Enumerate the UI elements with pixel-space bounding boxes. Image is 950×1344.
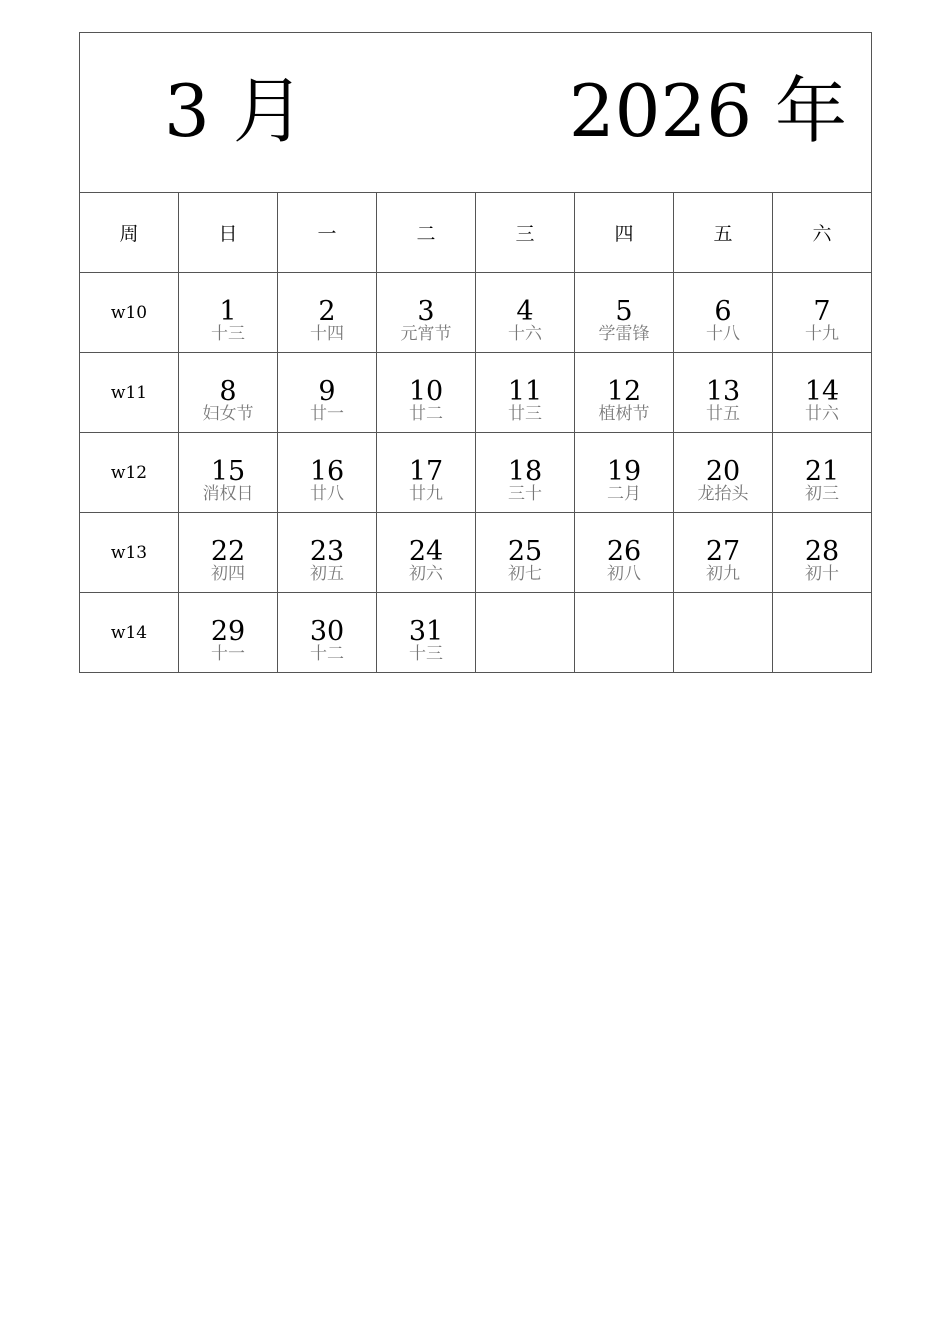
day-cell [179,433,278,513]
weekday-header-thu: 四 [575,193,674,273]
day-cell [674,353,773,433]
lunar-date-label: 初七 [508,564,542,584]
weekday-header-row [80,193,872,273]
day-cell [377,593,476,673]
day-number: 5 [615,296,633,327]
lunar-date-label: 龙抬头 [697,484,749,504]
day-cell [377,513,476,593]
lunar-date-label: 廿一 [310,404,344,424]
lunar-date-label: 三十 [508,484,542,504]
week-row [80,513,872,593]
calendar-grid [79,32,872,673]
weekday-header-week: 周 [80,193,179,273]
day-cell [575,513,674,593]
empty-day-cell [674,593,773,673]
day-number: 20 [705,456,741,487]
day-number: 2 [318,296,336,327]
lunar-date-label: 初十 [805,564,839,584]
day-cell [377,433,476,513]
day-number: 8 [219,376,237,407]
day-cell [476,513,575,593]
day-cell [476,433,575,513]
day-number: 23 [309,536,345,567]
day-cell [179,273,278,353]
day-cell [278,353,377,433]
weekday-header-sun: 日 [179,193,278,273]
week-number-label: w12 [80,433,179,513]
empty-day-cell [575,593,674,673]
year-title: 2026 年 [568,69,847,153]
lunar-date-label: 初八 [607,564,641,584]
lunar-date-label: 初三 [805,484,839,504]
lunar-date-label: 植树节 [598,404,650,424]
day-number: 28 [804,536,840,567]
day-number: 15 [210,456,246,487]
day-cell [674,513,773,593]
day-number: 17 [408,456,444,487]
lunar-date-label: 廿二 [409,404,443,424]
day-cell [773,433,872,513]
day-number: 14 [804,376,840,407]
day-number: 21 [804,456,840,487]
day-cell [377,273,476,353]
day-number: 24 [408,536,444,567]
day-number: 27 [705,536,741,567]
day-cell [575,273,674,353]
lunar-date-label: 初九 [706,564,740,584]
day-cell [773,513,872,593]
lunar-date-label: 廿五 [706,404,740,424]
day-number: 25 [507,536,543,567]
day-number: 29 [210,616,246,647]
day-cell [773,273,872,353]
lunar-date-label: 初六 [409,564,443,584]
day-number: 12 [606,376,642,407]
week-number-label: w11 [80,353,179,433]
day-cell [179,513,278,593]
empty-day-cell [476,593,575,673]
day-cell [377,353,476,433]
day-number: 19 [606,456,642,487]
lunar-date-label: 十三 [409,644,443,664]
day-cell [278,593,377,673]
weekday-header-wed: 三 [476,193,575,273]
day-number: 11 [507,376,543,407]
day-number: 13 [705,376,741,407]
lunar-date-label: 廿九 [409,484,443,504]
lunar-date-label: 廿三 [508,404,542,424]
month-title: 3 月 [164,69,305,153]
day-cell [773,353,872,433]
day-cell [278,433,377,513]
lunar-date-label: 十八 [706,324,740,344]
day-cell [278,273,377,353]
lunar-date-label: 十九 [805,324,839,344]
lunar-date-label: 消权日 [202,484,254,504]
week-number-label: w14 [80,593,179,673]
weekday-header-fri: 五 [674,193,773,273]
day-cell [674,273,773,353]
lunar-date-label: 初五 [310,564,344,584]
day-number: 30 [309,616,345,647]
day-number: 18 [507,456,543,487]
week-row [80,273,872,353]
day-cell [575,433,674,513]
day-cell [278,513,377,593]
day-cell [476,353,575,433]
lunar-date-label: 妇女节 [202,404,254,424]
day-cell [179,353,278,433]
weekday-header-sat: 六 [773,193,872,273]
empty-day-cell [773,593,872,673]
day-number: 16 [309,456,345,487]
day-cell [674,433,773,513]
day-number: 3 [417,296,435,327]
day-cell [476,273,575,353]
day-number: 7 [813,296,831,327]
day-cell [179,593,278,673]
lunar-date-label: 十一 [211,644,245,664]
lunar-date-label: 初四 [211,564,245,584]
day-number: 26 [606,536,642,567]
week-number-label: w13 [80,513,179,593]
lunar-date-label: 学雷锋 [598,324,650,344]
day-number: 9 [318,376,336,407]
calendar-header [80,33,872,193]
week-row [80,593,872,673]
week-row [80,433,872,513]
day-number: 4 [516,296,534,327]
day-cell [575,353,674,433]
lunar-date-label: 十三 [211,324,245,344]
day-number: 1 [219,296,237,327]
day-number: 6 [714,296,732,327]
week-row [80,353,872,433]
week-number-label: w10 [80,273,179,353]
lunar-date-label: 廿六 [805,404,839,424]
day-number: 10 [408,376,444,407]
lunar-date-label: 十二 [310,644,344,664]
lunar-date-label: 廿八 [310,484,344,504]
lunar-date-label: 十四 [310,324,344,344]
lunar-date-label: 元宵节 [400,324,452,344]
weekday-header-mon: 一 [278,193,377,273]
day-number: 31 [408,616,444,647]
lunar-date-label: 十六 [508,324,542,344]
lunar-date-label: 二月 [607,484,641,504]
weekday-header-tue: 二 [377,193,476,273]
day-number: 22 [210,536,246,567]
